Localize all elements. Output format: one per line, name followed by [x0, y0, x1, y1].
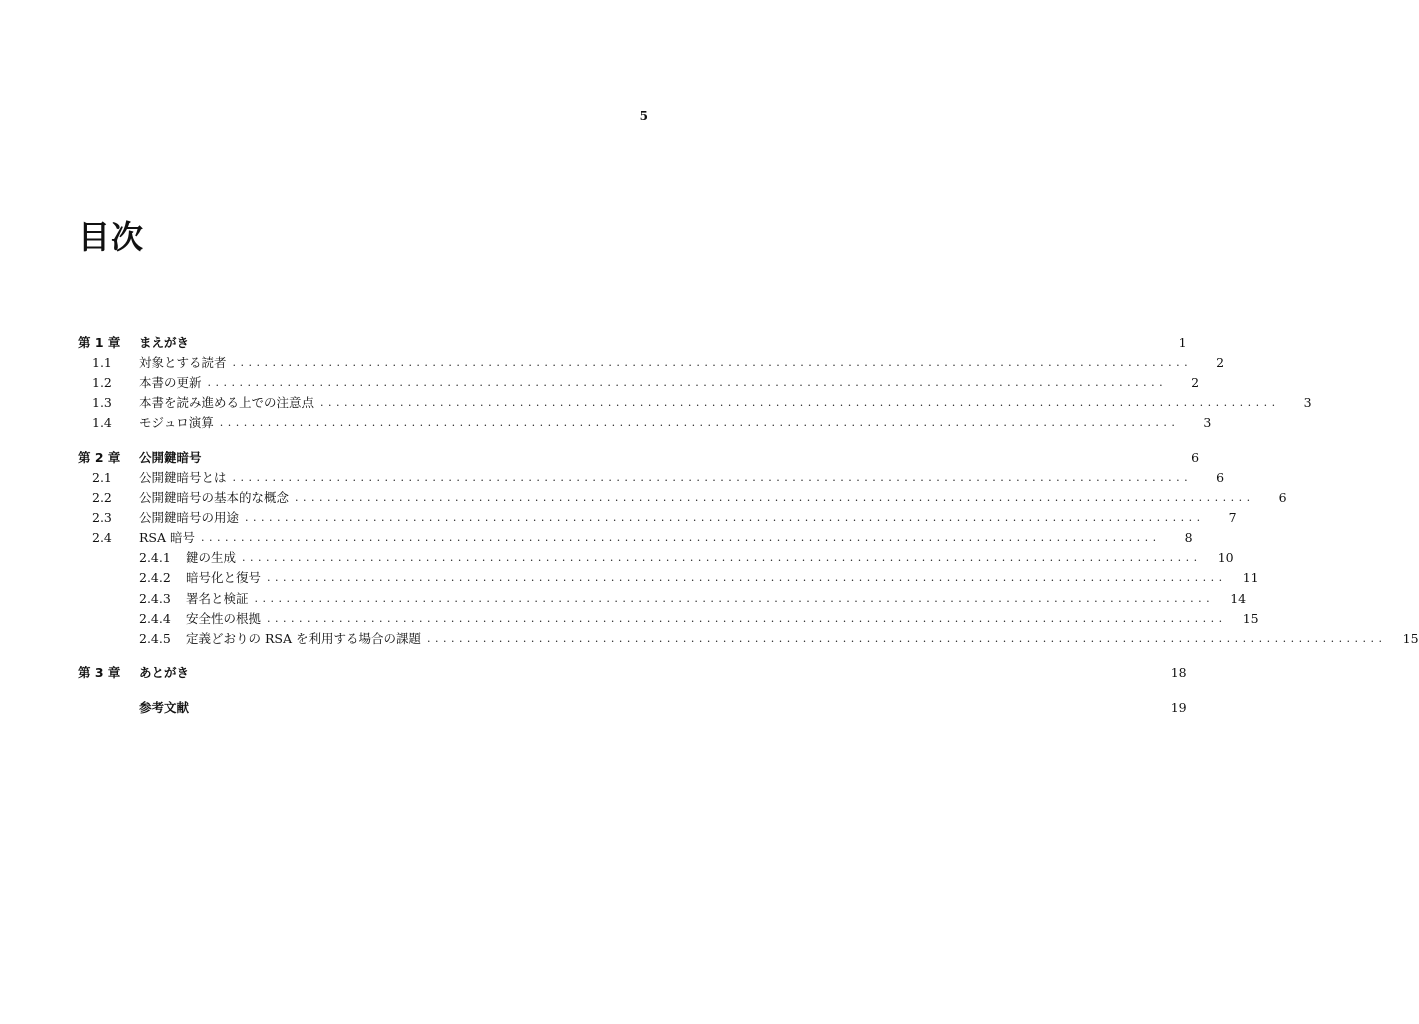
toc-entry-page: 6	[1278, 490, 1287, 505]
toc-entry-title: 参考文献	[139, 700, 190, 715]
toc-entry-title: まえがき	[139, 335, 190, 350]
toc-entry-title: 公開鍵暗号の基本的な概念	[139, 490, 290, 505]
toc-entry-title: RSA 暗号	[139, 530, 195, 545]
toc-entry-page: 11	[1242, 570, 1259, 585]
toc-entry-page: 7	[1228, 510, 1237, 525]
toc-entry-page: 3	[1203, 415, 1212, 430]
toc-entry-page: 3	[1303, 395, 1312, 410]
toc-section-entry[interactable]	[78, 488, 1287, 508]
toc-entry-page: 15	[1242, 611, 1259, 626]
toc-entry-number: 2.3	[92, 510, 112, 525]
toc-section-entry[interactable]	[78, 393, 1312, 413]
toc-section-entry[interactable]	[78, 629, 1419, 649]
toc-entry-number: 第 2 章	[78, 450, 121, 465]
toc-entry-number: 2.4	[92, 530, 112, 545]
toc-entry-title: あとがき	[139, 665, 190, 680]
toc-entry-number: 2.4.5	[139, 631, 171, 646]
toc-entry-page: 15	[1402, 631, 1419, 646]
toc-section-entry[interactable]	[78, 589, 1247, 609]
toc-dot-leader: ........................................................................................................................	[267, 571, 1227, 584]
toc-entry-number: 2.1	[92, 470, 112, 485]
toc-entry-page: 2	[1216, 355, 1225, 370]
toc-entry-page: 1	[1178, 335, 1187, 350]
toc-entry-number: 1.1	[92, 355, 112, 370]
toc-dot-leader: ........................................................................................................................	[426, 632, 1387, 645]
toc-entry-page: 19	[1170, 700, 1187, 715]
toc-entry-title: 公開鍵暗号	[139, 450, 202, 465]
toc-entry-page: 8	[1184, 530, 1193, 545]
toc-entry-title: モジュロ演算	[139, 415, 214, 430]
toc-entry-page: 14	[1230, 591, 1247, 606]
toc-chapter-entry[interactable]	[78, 448, 1200, 468]
toc-entry-number: 第 3 章	[78, 665, 121, 680]
toc-entry-number: 2.4.3	[139, 591, 171, 606]
toc-section-entry[interactable]	[78, 468, 1225, 488]
toc-dot-leader: ........................................................................................................................	[200, 531, 1161, 544]
toc-section-entry[interactable]	[78, 568, 1259, 588]
toc-dot-leader: ........................................................................................................................	[207, 376, 1168, 389]
toc-entry-number: 2.4.2	[139, 570, 171, 585]
toc-entry-title: 定義どおりの RSA を利用する場合の課題	[186, 631, 421, 646]
toc-entry-page: 6	[1191, 450, 1200, 465]
toc-section-entry[interactable]	[78, 413, 1212, 433]
toc-entry-number: 第 1 章	[78, 335, 121, 350]
toc-entry-title: 対象とする読者	[139, 355, 227, 370]
toc-entry-number: 1.4	[92, 415, 112, 430]
toc-entry-number: 2.4.4	[139, 611, 171, 626]
toc-chapter-entry[interactable]	[78, 663, 1187, 683]
toc-entry-title: 本書を読み進める上での注意点	[139, 395, 315, 410]
toc-dot-leader: ........................................................................................................................	[267, 612, 1227, 625]
toc-entry-page: 6	[1216, 470, 1225, 485]
toc-entry-page: 18	[1170, 665, 1187, 680]
toc-entry-page: 2	[1191, 375, 1200, 390]
toc-chapter-entry[interactable]	[78, 698, 1187, 718]
toc-entry-title: 暗号化と復号	[186, 570, 262, 585]
toc-entry-title: 鍵の生成	[186, 550, 237, 565]
toc-dot-leader: ........................................................................................................................	[295, 491, 1255, 504]
toc-entry-number: 1.2	[92, 375, 112, 390]
toc-dot-leader: ........................................................................................................................	[245, 511, 1205, 524]
toc-dot-leader: ........................................................................................................................	[232, 471, 1193, 484]
page-number: 5	[639, 109, 648, 123]
toc-entry-number: 1.3	[92, 395, 112, 410]
toc-section-entry[interactable]	[78, 609, 1259, 629]
toc-section-entry[interactable]	[78, 508, 1237, 528]
toc-dot-leader: ........................................................................................................................	[320, 396, 1280, 409]
toc-heading: 目次	[78, 218, 145, 256]
toc-dot-leader: ........................................................................................................................	[219, 416, 1180, 429]
toc-entry-title: 公開鍵暗号の用途	[139, 510, 240, 525]
toc-dot-leader: ........................................................................................................................	[242, 551, 1202, 564]
toc-entry-number: 2.4.1	[139, 550, 171, 565]
toc-entry-title: 公開鍵暗号とは	[139, 470, 227, 485]
toc-section-entry[interactable]	[78, 548, 1234, 568]
toc-chapter-entry[interactable]	[78, 333, 1187, 353]
toc-section-entry[interactable]	[78, 528, 1193, 548]
toc-entry-page: 10	[1217, 550, 1234, 565]
toc-section-entry[interactable]	[78, 373, 1200, 393]
toc-entry-title: 本書の更新	[139, 375, 202, 390]
toc-dot-leader: ........................................................................................................................	[232, 356, 1193, 369]
toc-dot-leader: ........................................................................................................................	[254, 592, 1215, 605]
toc-entry-title: 安全性の根拠	[186, 611, 262, 626]
toc-section-entry[interactable]	[78, 353, 1225, 373]
toc-entry-number: 2.2	[92, 490, 112, 505]
toc-entry-title: 署名と検証	[186, 591, 249, 606]
